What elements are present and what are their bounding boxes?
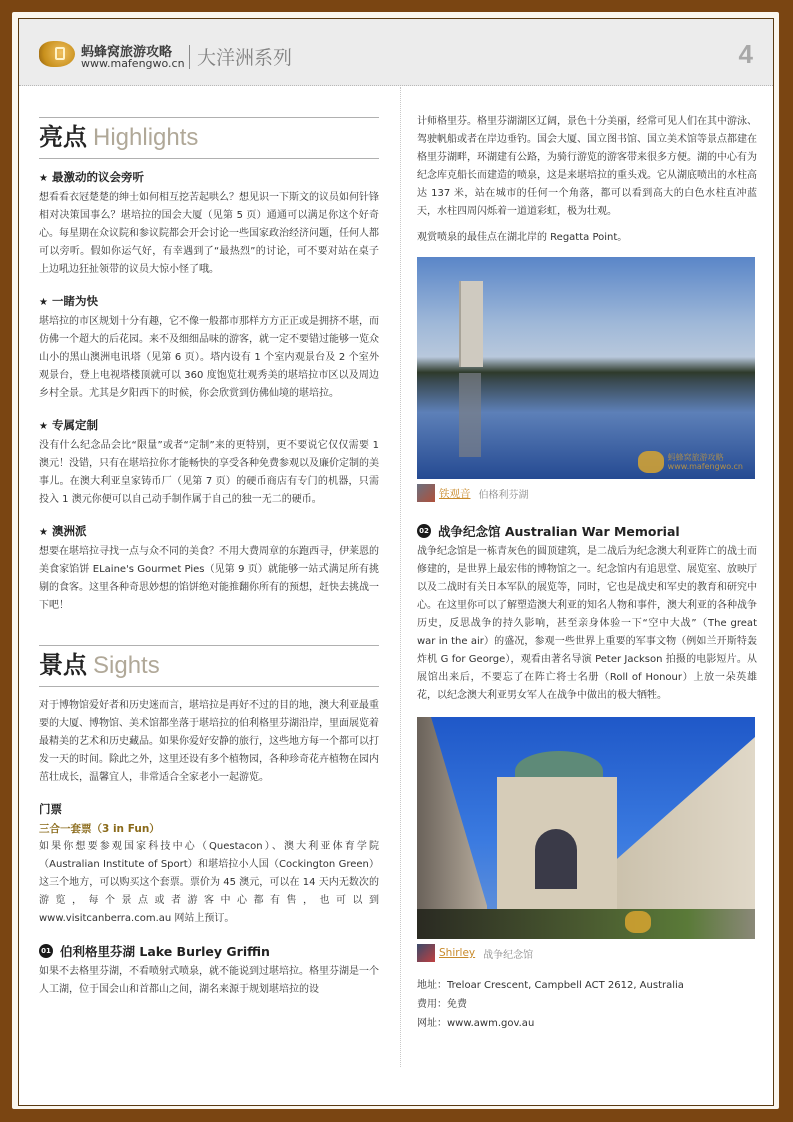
watermark-logo-icon [638,451,664,473]
header-divider [189,45,190,69]
website-line [417,1014,757,1033]
highlights-heading [39,117,379,159]
highlight-body: 想要在堪培拉寻找一点与众不同的美食？不用大费周章的东跑西寻，伊莱恩的美食家馅饼 ELaine's Gourmet Pies（见第 9 页）就能够一站式满足所有挑剔的食客。这里各种奇思妙想的馅饼绝对能推翻你所有的预想，赶快去挑战一下吧！ [39,546,379,611]
series-title: 大洋洲系列 [197,47,293,69]
star-icon: ★ [39,173,48,184]
number-badge-icon: 02 [417,524,431,538]
place-body-continued: 计师格里芬。格里芬湖湖区辽阔，景色十分美丽，经常可见人们在其中游泳、驾驶帆船或者在岸边垂钓。国会大厦、国立图书馆、国立美术馆等景点都建在格里芬湖畔，环湖建有公路，为骑行游览的游客带来很多方便。湖的中心有为纪念库克船长而建造的喷泉，这是来堪培拉的重头戏。它从湖底喷出的水柱高达 137 米，站在城市的任何一个角落，都可以看到高大的白色水柱直冲蓝天，水柱四周闪烁着一道道彩虹，极为壮观。 [417,116,757,217]
right-column [417,113,757,1033]
column-divider [400,87,401,1067]
highlight-item [39,417,379,509]
highlights-title-en: Highlights [93,124,199,151]
photo-credit-user-link[interactable]: 铁观音 [439,487,471,500]
highlight-body: 堪培拉的市区规划十分有趣，它不像一般都市那样方方正正或是拥挤不堪，而仿佛一个超大的后花园。来不及细细品味的游客，就一定不要错过能够一览众山小的黑山澳洲电讯塔（见第 6 页）。塔内设有 1 个室内观景台及 2 个室外观景台，登上电视塔楼顶就可以 360 度饱览壮观秀美的堪培拉市区以及周边乡村全景。尤其是夕阳西下的时候，你会欣赏到仿佛仙境的堪培拉。 [39,316,379,399]
photo-watermark [625,911,655,933]
website-label: 网址： [417,1018,447,1029]
place-tip: 观赏喷泉的最佳点在湖北岸的 Regatta Point。 [417,232,628,243]
photo-credit-location: 伯格利芬湖 [478,489,529,501]
sights-intro: 对于博物馆爱好者和历史迷而言，堪培拉是再好不过的目的地，澳大利亚最重要的大厦、博物馆、美术馆都坐落于堪培拉的伯利格里芬湖沿岸，里面展览着最精美的艺术和历史藏品。如果你爱好安静的旅行，这些地方每一个都可以打发一天的时间。除此之外，这里还设有多个植物园，各种珍奇花卉植物在园内茁壮成长，温馨宜人，非常适合全家老小一起游览。 [39,700,379,783]
brand-name: 蚂蜂窝旅游攻略 [81,45,173,60]
highlights-title-cn: 亮点 [39,123,87,151]
place-body: 战争纪念馆是一栋青灰色的圆顶建筑，是二战后为纪念澳大利亚阵亡的战士而修建的，是世界上最宏伟的博物馆之一。纪念馆内有追思堂、展览室、放映厅以及二战时有关日本军队的展览等，同时，它也是战史和军史的教育和研究中心。在这里你可以了解塑造澳大利亚的知名人物和事件，澳大利亚的各种战争历史，反思战争的持久影响，甚至亲身体验一下“空中大战”（The great war in the air）的盛况，参观一些世界上重要的军事文物（例如兰开斯特轰炸机 G for George），观看由著名导演 Peter Jackson 拍摄的电影短片。从展馆出来后，不要忘了在阵亡将士名册（Roll of Honour）上放一朵英雄花，以纪念澳大利亚男女军人在战争中做出的极大牺牲。 [417,546,757,701]
entrance-arch [535,829,577,889]
avatar[interactable] [417,944,435,962]
lake-burley-griffin-photo [417,257,755,479]
tickets-subheading: 三合一套票（3 in Fun） [39,823,160,835]
page-number: 4 [738,39,753,69]
place-title: 伯利格里芬湖 Lake Burley Griffin [60,944,270,959]
highlight-item [39,169,379,279]
highlight-title: 专属定制 [51,418,98,432]
photo-credit-user-link[interactable]: Shirley [439,947,476,959]
place-heading-1 [39,942,379,960]
carillon-tower [459,281,483,367]
photo-credit [417,482,757,504]
highlight-body: 没有什么纪念品会比“限量”或者“定制”来的更特别，更不要说它仅仅需要 1 澳元！没错，只有在堪培拉你才能畅快的享受各种免费参观以及廉价定制的美事儿。在澳大利亚皇家铸币厂（见第 7 页）的硬币商店有专门的机器，只需投入 1 澳元你便可以自己动手制作属于自己的独一无二的硬币。 [39,440,379,505]
highlight-item [39,523,379,615]
highlight-item [39,293,379,403]
star-icon: ★ [39,527,48,538]
highlight-body: 想看看衣冠楚楚的绅士如何相互挖苦起哄么？想见识一下斯文的议员如何针锋相对决策国事么？堪培拉的国会大厦（见第 5 页）通通可以满足你这个好奇心。每星期在众议院和参议院都会开会讨论一些国家政治经济问题，任何人都可以旁听。假如你运气好，有幸遇到了“最热烈”的讨论，可不要对站在桌子上边吼边狂扯领带的议员大惊小怪了哦。 [39,192,379,275]
address-line [417,976,757,995]
avatar[interactable] [417,484,435,502]
cost-line [417,995,757,1014]
brand-url: www.mafengwo.cn [81,57,185,70]
highlight-title: 最激动的议会旁听 [51,170,144,184]
star-icon: ★ [39,421,48,432]
left-arcade [417,717,487,939]
magazine-page [18,18,774,1106]
mafengwo-logo-icon [39,41,75,67]
star-icon: ★ [39,297,48,308]
cost-label: 费用： [417,999,447,1010]
war-memorial-photo [417,717,755,939]
watermark-url: www.mafengwo.cn [667,462,743,471]
tower-reflection [459,373,481,457]
place-title: 战争纪念馆 Australian War Memorial [438,524,680,539]
tickets-heading: 门票 [39,802,62,816]
watermark-logo-icon [625,911,651,933]
watermark-cn: 蚂蜂窝旅游攻略 [667,453,724,462]
photo-watermark [638,451,743,473]
sights-title-cn: 景点 [39,651,87,679]
address-value: Treloar Crescent, Campbell ACT 2612, Australia [447,980,684,991]
highlight-title: 一睹为快 [51,294,98,308]
website-link[interactable]: www.awm.gov.au [447,1018,535,1029]
sights-heading [39,645,379,687]
sights-title-en: Sights [93,652,160,679]
photo-credit [417,942,757,964]
highlight-title: 澳洲派 [51,524,87,538]
place-heading-2 [417,522,757,540]
address-label: 地址： [417,980,447,991]
left-column [39,117,379,999]
tickets-body: 如果你想要参观国家科技中心（Questacon）、澳大利亚体育学院（Australian Institute of Sport）和堪培拉小人国（Cockington Green）这三个地方，可以购买这个套票。票价为 45 澳元，可以在 14 天内无数次的游览，每个景点或者游客中心都有售，也可以到 www.visitcanberra.com.au 网站上预订。 [39,841,379,924]
page-header [19,19,773,86]
place-body: 如果不去格里芬湖，不看喷射式喷泉，就不能说到过堪培拉。格里芬湖是一个人工湖，位于国会山和首都山之间，湖名来源于规划堪培拉的设 [39,966,379,995]
number-badge-icon: 01 [39,944,53,958]
garden [417,909,755,939]
photo-credit-location: 战争纪念馆 [483,949,534,961]
cost-value: 免费 [447,999,467,1010]
